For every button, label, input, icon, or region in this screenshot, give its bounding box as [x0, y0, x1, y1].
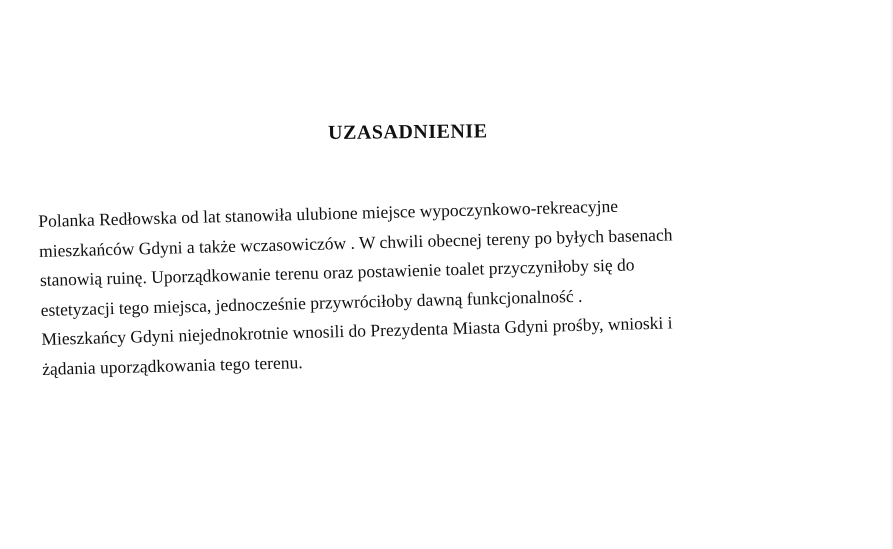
body-line-6: żądania uporządkowania tego terenu.	[41, 351, 303, 379]
body-line-4: estetyzacji tego miejsca, jednocześnie przywróciłoby dawną funkcjonalność .	[40, 285, 583, 320]
document-body	[38, 190, 676, 384]
body-line-3: stanowią ruinę. Uporządkowanie terenu oraz postawienie toalet przyczyniłoby się do	[39, 254, 635, 290]
body-line-1: Polanka Redłowska od lat stanowiła ulubione miejsce wypoczynkowo-rekreacyjne	[38, 195, 619, 231]
document-title: UZASADNIENIE	[328, 120, 488, 144]
body-line-5: Mieszkańcy Gdyni niejednokrotnie wnosili do Prezydenta Miasta Gdyni prośby, wnioski i	[41, 312, 673, 349]
body-line-2: mieszkańców Gdyni a także wczasowiczów . W chwili obecnej tereny po byłych basenach	[38, 223, 673, 261]
